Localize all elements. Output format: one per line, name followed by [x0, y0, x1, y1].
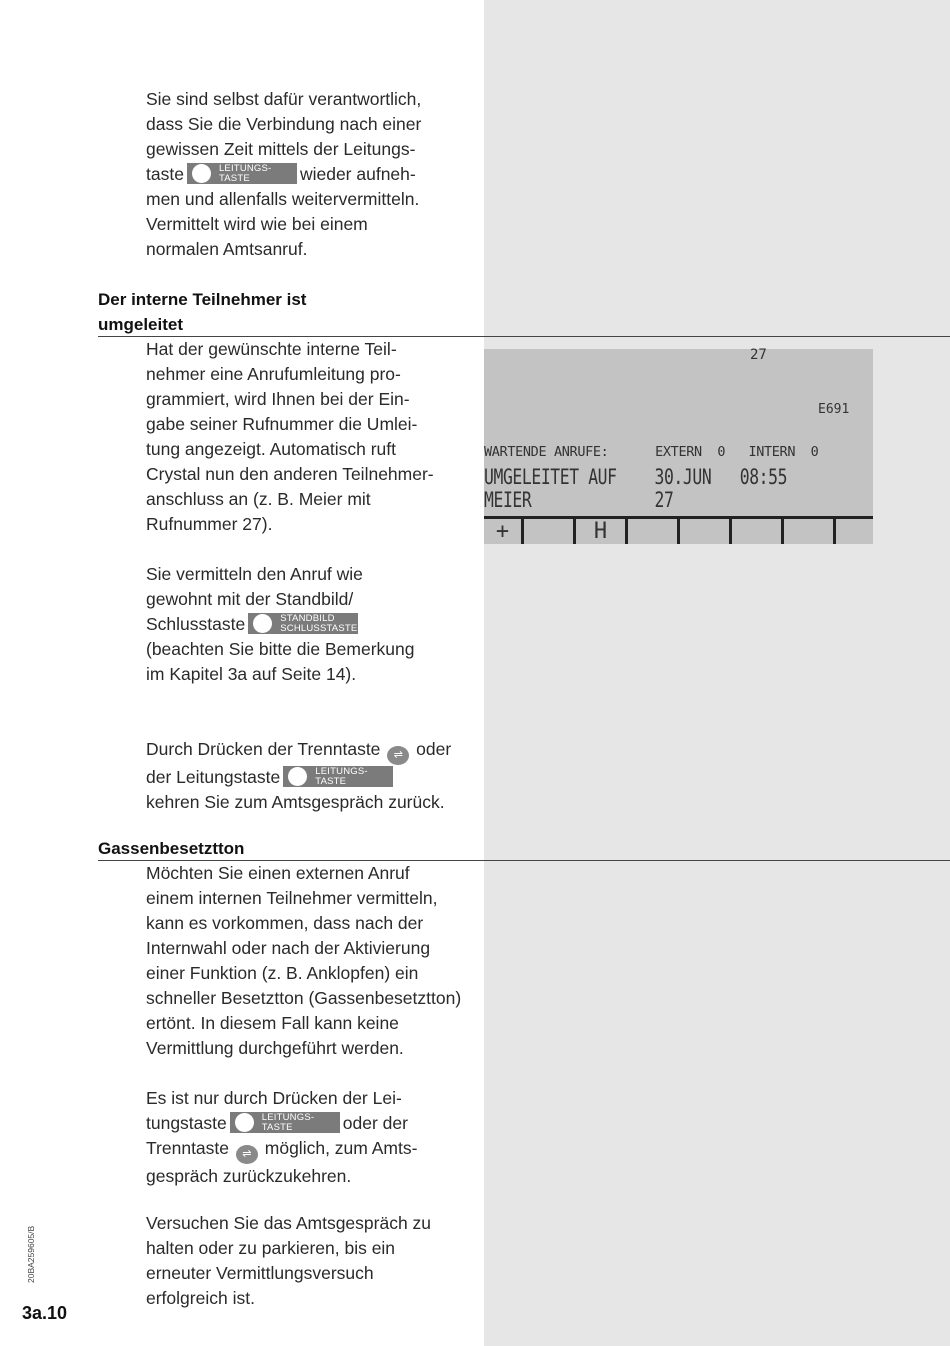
paragraph-zurueckkehren: Es ist nur durch Drücken der Lei- tungstaste LEITUNGS- TASTE oder der Trenntaste ⇌ möglich, zum Amts- gespräch zurückzukehren.	[146, 1088, 418, 1186]
key-led-icon	[192, 164, 211, 183]
softkey-1: +	[484, 519, 524, 544]
leitungstaste-key: LEITUNGS- TASTE	[283, 766, 393, 787]
document-id: 20BA259605/B	[26, 1225, 36, 1283]
paragraph-umleitung: Hat der gewünschte interne Teil- nehmer eine Anrufumleitung pro- grammiert, wird Ihnen bei der Ein- gabe seiner Rufnummer die Umlei- tung angezeigt. Automatisch ruft Crystal nun den anderen Teilnehmer- anschluss an (z. B. Meier mit Rufnummer 27).	[146, 339, 434, 534]
softkey-3: H	[576, 519, 628, 544]
leitungstaste-key: LEITUNGS- TASTE	[187, 163, 297, 184]
lcd-line-2: MEIER 27	[484, 488, 674, 512]
leitungstaste-key: LEITUNGS- TASTE	[230, 1112, 340, 1133]
disconnect-icon: ⇌	[387, 746, 409, 765]
lcd-code: E691	[818, 402, 850, 417]
section-heading-gassenbesetztton: Gassenbesetztton	[98, 839, 245, 858]
softkey-4	[628, 519, 680, 544]
paragraph-trenntaste: Durch Drücken der Trenntaste ⇌ oder der Leitungstaste LEITUNGS- TASTE kehren Sie zum Amtsgespräch zurück.	[146, 739, 452, 812]
softkey-6	[732, 519, 784, 544]
key-led-icon	[253, 614, 272, 633]
key-led-icon	[288, 767, 307, 786]
gray-margin-column	[484, 0, 950, 1346]
paragraph-parkieren: Versuchen Sie das Amtsgespräch zu halten oder zu parkieren, bis ein erneuter Vermittlungsversuch erfolgreich ist.	[146, 1213, 432, 1308]
softkey-2	[524, 519, 576, 544]
paragraph-standbild: Sie vermitteln den Anruf wie gewohnt mit der Standbild/ Schlusstaste STANDBILD SCHLUSSTASTE (beachten Sie bitte die Bemerkung im Kapitel 3a auf Seite 14).	[146, 564, 415, 684]
paragraph-responsibility: Sie sind selbst dafür verantwortlich, dass Sie die Verbindung nach einer gewissen Zeit mittels der Leitungs- taste LEITUNGS- TASTE wieder aufneh- men und allenfalls weitervermitteln. Vermittelt wird wie bei einem normalen Amtsanruf.	[146, 89, 422, 259]
page-number: 3a.10	[22, 1303, 68, 1323]
phone-lcd-display	[484, 349, 873, 544]
lcd-top-number: 27	[750, 347, 767, 363]
standbild-schlusstaste-key: STANDBILD SCHLUSSTASTE	[248, 613, 358, 634]
softkey-8	[836, 519, 873, 544]
softkey-5	[680, 519, 732, 544]
section-heading-umgeleitet: Der interne Teilnehmer ist umgeleitet	[98, 290, 307, 334]
disconnect-icon: ⇌	[236, 1145, 258, 1164]
lcd-status-line: WARTENDE ANRUFE: EXTERN 0 INTERN 0	[484, 444, 819, 460]
lcd-line-1: UMGELEITET AUF 30.JUN 08:55	[484, 465, 788, 489]
softkey-7	[784, 519, 836, 544]
key-led-icon	[235, 1113, 254, 1132]
paragraph-gassenbesetztton: Möchten Sie einen externen Anruf einem internen Teilnehmer vermitteln, kann es vorkommen, dass nach der Internwahl oder nach der Aktivierung einer Funktion (z. B. Anklopfen) ein schneller Besetztton (Gassenbesetztton) ertönt. In diesem Fall kann keine Vermittlung durchgeführt werden.	[146, 863, 462, 1058]
